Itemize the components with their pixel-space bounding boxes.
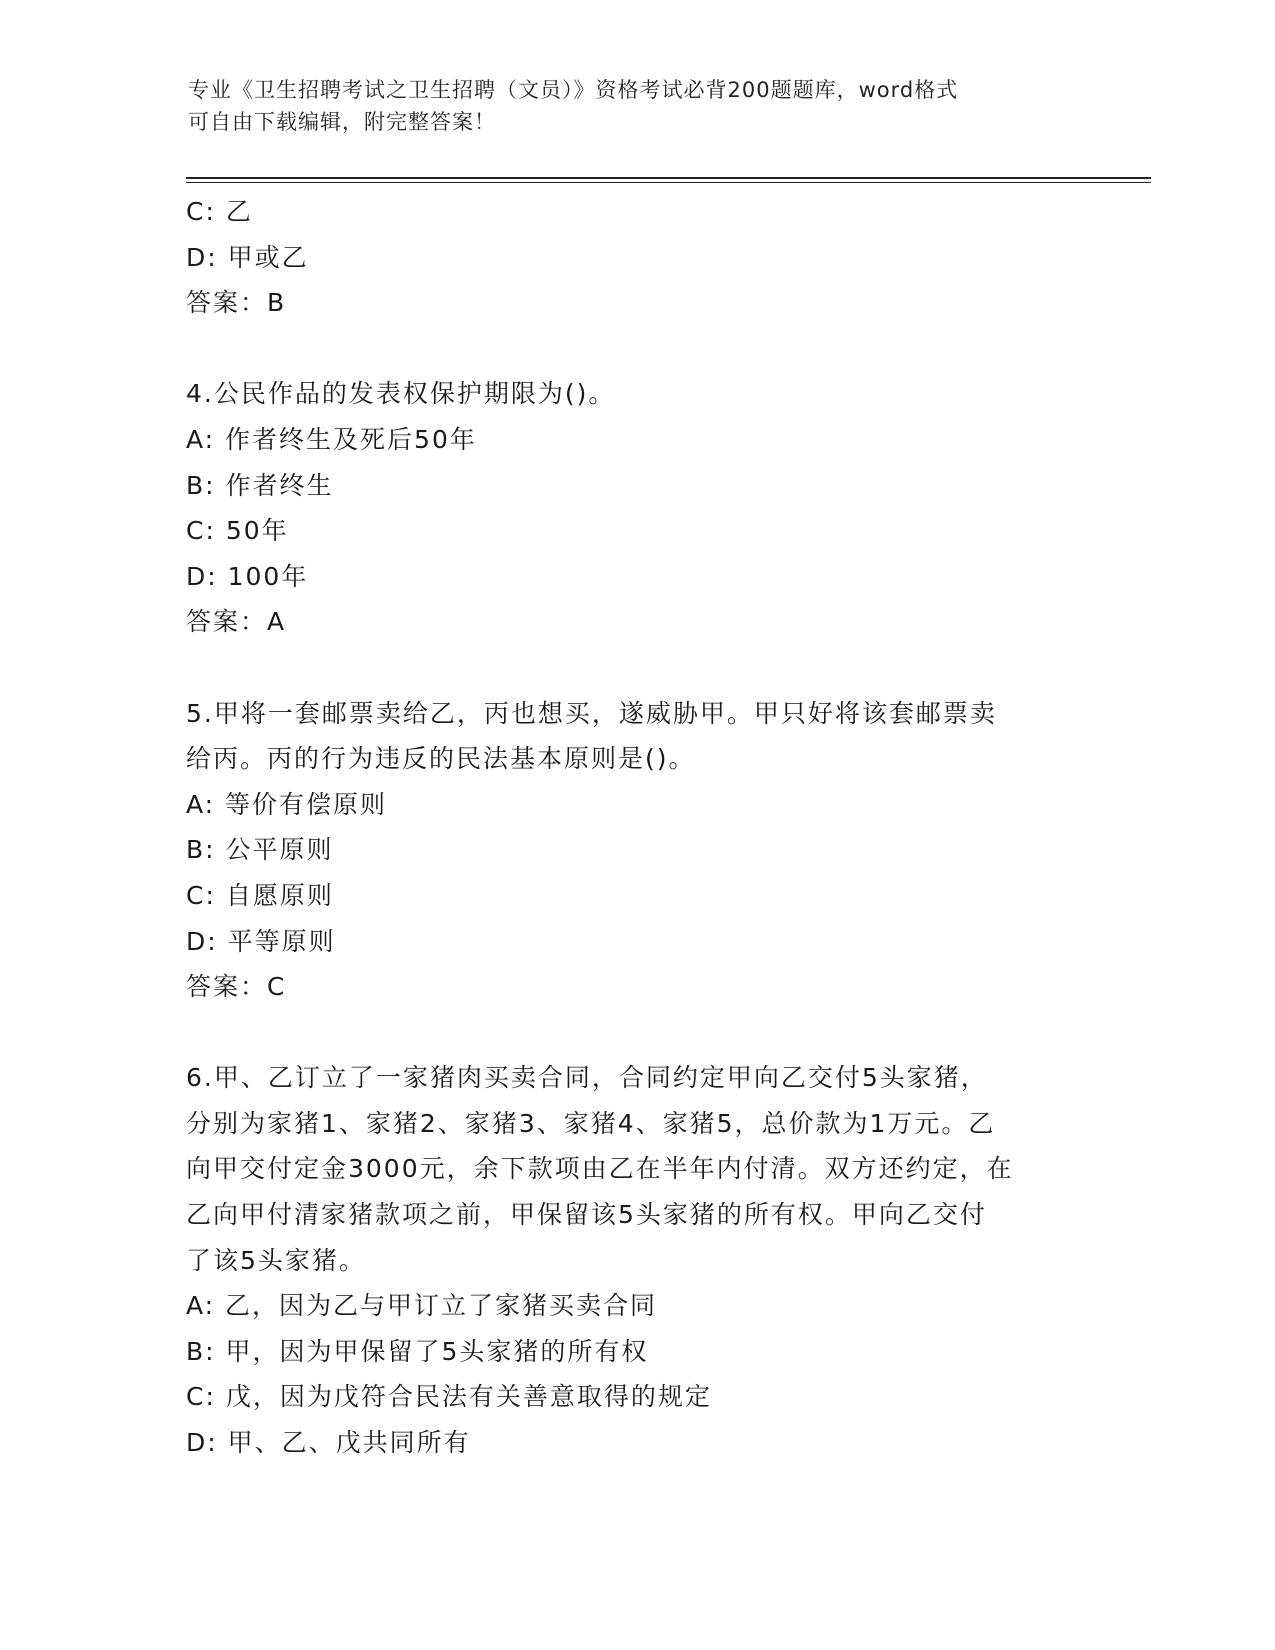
q5-stem-line-2: 给丙。丙的行为违反的民法基本原则是()。 xyxy=(186,744,696,774)
spacer xyxy=(186,1010,1086,1056)
q5-option-c: C: 自愿原则 xyxy=(186,880,334,910)
q6-stem-line-1: 6.甲、乙订立了一家猪肉买卖合同，合同约定甲向乙交付5头家猪， xyxy=(186,1063,988,1093)
question-6 xyxy=(186,1055,1086,1465)
q4-option-d: D: 100年 xyxy=(186,561,309,591)
q6-stem-line-4: 乙向甲付清家猪款项之前，甲保留该5头家猪的所有权。甲向乙交付 xyxy=(186,1200,987,1230)
question-4 xyxy=(186,371,1086,645)
q3-option-c: C: 乙 xyxy=(186,197,253,226)
spacer xyxy=(186,326,1086,372)
q5-answer: 答案：C xyxy=(186,972,287,1002)
page-header xyxy=(188,74,1088,138)
q4-answer: 答案：A xyxy=(186,607,287,637)
q6-stem-line-3: 向甲交付定金3000元，余下款项由乙在半年内付清。双方还约定，在 xyxy=(186,1154,1014,1184)
q4-stem: 4.公民作品的发表权保护期限为()。 xyxy=(186,379,616,409)
q6-option-c: C: 戊，因为戊符合民法有关善意取得的规定 xyxy=(186,1382,712,1412)
question-content xyxy=(186,189,1086,1466)
q6-option-d: D: 甲、乙、戊共同所有 xyxy=(186,1428,471,1458)
q5-option-a: A: 等价有偿原则 xyxy=(186,789,388,819)
q6-stem-line-2: 分别为家猪1、家猪2、家猪3、家猪4、家猪5，总价款为1万元。乙 xyxy=(186,1108,996,1138)
q4-option-b: B: 作者终生 xyxy=(186,470,334,500)
q4-option-c: C: 50年 xyxy=(186,516,289,546)
q4-option-a: A: 作者终生及死后50年 xyxy=(186,424,477,454)
q6-option-b: B: 甲，因为甲保留了5头家猪的所有权 xyxy=(186,1336,649,1366)
q3-answer: 答案：B xyxy=(186,288,287,318)
q5-option-b: B: 公平原则 xyxy=(186,835,334,865)
header-rule-top xyxy=(186,177,1151,179)
question-5 xyxy=(186,691,1086,1010)
q5-option-d: D: 平等原则 xyxy=(186,926,336,956)
spacer xyxy=(186,645,1086,691)
q6-stem-line-5: 了该5头家猪。 xyxy=(186,1245,366,1275)
q6-option-a: A: 乙，因为乙与甲订立了家猪买卖合同 xyxy=(186,1291,658,1321)
question-3-tail xyxy=(186,189,1086,326)
q5-stem-line-1: 5.甲将一套邮票卖给乙，丙也想买，遂威胁甲。甲只好将该套邮票卖 xyxy=(186,698,997,728)
header-line-2: 可自由下载编辑，附完整答案！ xyxy=(188,110,496,134)
q3-option-d: D: 甲或乙 xyxy=(186,242,309,272)
header-rule-bottom xyxy=(186,182,1151,183)
header-line-1: 专业《卫生招聘考试之卫生招聘（文员）》资格考试必背200题题库，word格式 xyxy=(188,78,959,102)
